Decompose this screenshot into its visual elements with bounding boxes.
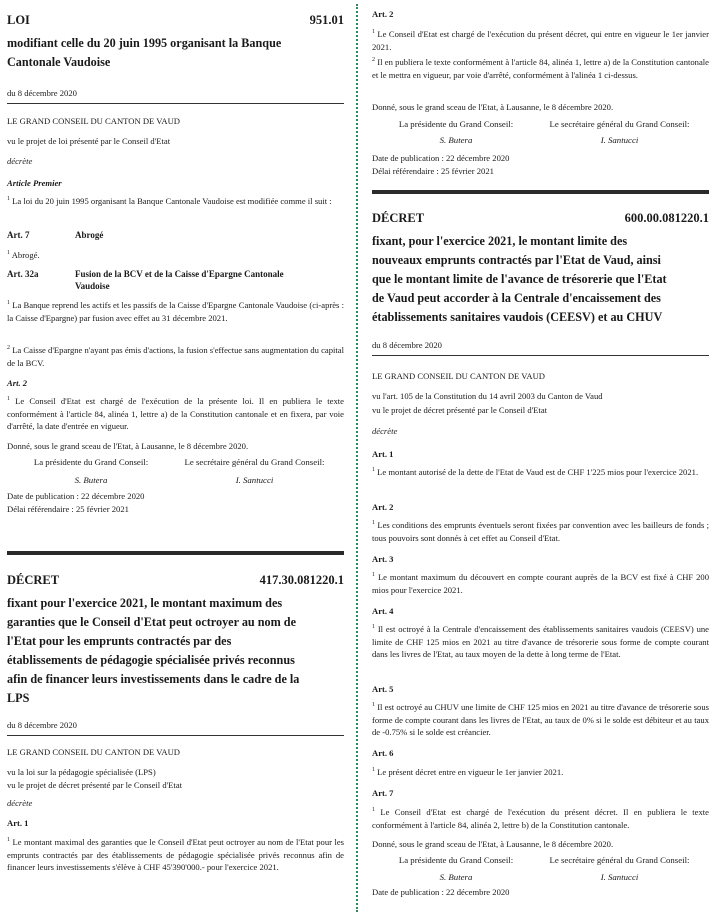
article-heading: Art. 5 bbox=[372, 684, 394, 694]
divider-line bbox=[372, 355, 709, 356]
column-divider bbox=[356, 4, 358, 912]
alinea-text: La Caisse d'Epargne n'ayant pas émis d'actions, la fusion s'effectue sans augmentation du capital de la BCV. bbox=[7, 345, 344, 368]
alinea-text: Abrogé. bbox=[11, 250, 40, 260]
decret-title-line: fixant pour l'exercice 2021, le montant maximum des bbox=[7, 596, 283, 610]
decret-header bbox=[372, 210, 709, 226]
article-heading: Art. 4 bbox=[372, 606, 394, 616]
alinea-number: 1 bbox=[372, 467, 375, 474]
article-number: Art. 7 bbox=[7, 230, 30, 240]
alinea-number: 1 bbox=[372, 624, 375, 631]
decret-title-line: de Vaud peut accorder à la Centrale d'encaissement des bbox=[372, 291, 661, 305]
decret-kind: DÉCRET bbox=[7, 573, 60, 587]
given-line: Donné, sous le grand sceau de l'Etat, à Lausanne, le 8 décembre 2020. bbox=[7, 441, 249, 451]
article-name: Fusion de la BCV et de la Caisse d'Epargne Cantonale Vaudoise bbox=[75, 269, 284, 291]
decret-title-line: que le montant limite de l'avance de trésorerie que l'Etat bbox=[372, 272, 667, 286]
intro-text: La loi du 20 juin 1995 organisant la Banque Cantonale Vaudoise est modifiée comme il suit : bbox=[12, 196, 332, 206]
alinea-number: 1 bbox=[372, 520, 375, 527]
decret-title-line: afin de financer leurs investissements dans le cadre de la bbox=[7, 672, 300, 686]
referendum-delay: Délai référendaire : 25 février 2021 bbox=[7, 504, 129, 514]
alinea-number: 1 bbox=[7, 837, 10, 844]
loi-date: du 8 décembre 2020 bbox=[7, 88, 77, 98]
president-name: S. Butera bbox=[439, 872, 473, 882]
alinea-text: Les conditions des emprunts éventuels seront fixées par convention avec les bailleurs de fonds ; tous pouvoirs sont donnés à cet effet au Conseil d'Etat. bbox=[372, 520, 709, 543]
secretary-name: I. Santucci bbox=[600, 872, 639, 882]
given-line: Donné, sous le grand sceau de l'Etat, à Lausanne, le 8 décembre 2020. bbox=[372, 839, 614, 849]
president-label: La présidente du Grand Conseil: bbox=[398, 119, 514, 129]
secretary-label: Le secrétaire général du Grand Conseil: bbox=[549, 855, 690, 865]
article-heading: Art. 2 bbox=[372, 502, 394, 512]
art32a-al2 bbox=[7, 344, 344, 369]
alinea-text: Le montant autorisé de la dette de l'Etat de Vaud est de CHF 1'225 mios pour l'exercice 2021. bbox=[377, 467, 699, 477]
decrete: décrète bbox=[372, 426, 398, 436]
art32a-al1 bbox=[7, 299, 344, 324]
decret-title-line: établissements sanitaires vaudois (CEESV) et au CHUV bbox=[372, 310, 663, 324]
article-text bbox=[372, 701, 709, 739]
article-heading: Art. 3 bbox=[372, 554, 394, 564]
intro-paragraph bbox=[7, 195, 344, 208]
alinea-text: Il est octroyé à la Centrale d'encaissement des établissements sanitaires vaudois (CEESV) une limite de CHF 125 mios en 2021 au titre d'avance de trésorerie sous forme de compte courant dans les livres de l'Etat, au taux moyen de la dette à long terme de l'Etat. bbox=[372, 624, 709, 660]
referendum-delay: Délai référendaire : 25 février 2021 bbox=[372, 166, 494, 176]
visa: vu l'art. 105 de la Constitution du 14 avril 2003 du Canton de Vaud bbox=[372, 391, 603, 401]
alinea-text: Le présent décret entre en vigueur le 1er janvier 2021. bbox=[377, 767, 564, 777]
council-heading: LE GRAND CONSEIL DU CANTON DE VAUD bbox=[7, 747, 180, 757]
divider-line bbox=[7, 103, 344, 104]
art2-al1 bbox=[372, 28, 709, 53]
article-heading: Art. 1 bbox=[372, 449, 394, 459]
divider-line bbox=[7, 735, 344, 736]
alinea-number: 2 bbox=[372, 57, 375, 64]
decrete: décrète bbox=[7, 798, 33, 808]
decret-title-line: nouveaux emprunts contractés par l'Etat de Vaud, ainsi bbox=[372, 253, 661, 267]
publication-date: Date de publication : 22 décembre 2020 bbox=[372, 153, 510, 163]
decret-header bbox=[7, 572, 344, 588]
alinea-number: 2 bbox=[7, 345, 10, 352]
article-text bbox=[372, 519, 709, 544]
loi-kind: LOI bbox=[7, 13, 30, 27]
article-text bbox=[372, 806, 709, 831]
publication-date: Date de publication : 22 décembre 2020 bbox=[7, 491, 145, 501]
decrete: décrète bbox=[7, 156, 33, 166]
president-name: S. Butera bbox=[439, 135, 473, 145]
alinea-number: 1 bbox=[372, 572, 375, 579]
decret-title bbox=[372, 232, 709, 327]
article-heading: Art. 7 bbox=[372, 788, 394, 798]
publication-date: Date de publication : 22 décembre 2020 bbox=[372, 887, 510, 897]
decret-kind: DÉCRET bbox=[372, 211, 425, 225]
section-separator bbox=[372, 190, 709, 194]
decret-title-line: fixant, pour l'exercice 2021, le montant limite des bbox=[372, 234, 628, 248]
decret-number: 600.00.081220.1 bbox=[624, 211, 709, 225]
alinea-text: La Banque reprend les actifs et les passifs de la Caisse d'Epargne Cantonale Vaudoise (ci-après : la Caisse d'Epargne) par fusion avec effet au 31 décembre 2021. bbox=[7, 300, 344, 323]
given-line: Donné, sous le grand sceau de l'Etat, à Lausanne, le 8 décembre 2020. bbox=[372, 102, 614, 112]
secretary-name: I. Santucci bbox=[235, 475, 274, 485]
visa: vu le projet de décret présenté par le Conseil d'Etat bbox=[372, 405, 548, 415]
decret-title-line: garanties que le Conseil d'Etat peut octroyer au nom de bbox=[7, 615, 296, 629]
alinea-number: 1 bbox=[372, 702, 375, 709]
alinea-number: 1 bbox=[7, 196, 10, 203]
alinea-text: Le Conseil d'Etat est chargé de l'exécution du présent décret, qui entre en vigueur le 1er janvier 2021. bbox=[372, 29, 709, 52]
article-text bbox=[372, 766, 709, 779]
alinea-number: 1 bbox=[7, 300, 10, 307]
art2-heading: Art. 2 bbox=[372, 9, 394, 19]
article-name: Abrogé bbox=[75, 230, 104, 240]
decret-date: du 8 décembre 2020 bbox=[7, 720, 77, 730]
alinea-text: Le montant maximal des garanties que le Conseil d'Etat peut octroyer au nom de l'Etat pour les emprunts contractés par des établissements de pédagogie spécialisée privés reconnus afin de financer leurs investissements s'élève à CHF 45'390'000.- pour l'exercice 2021. bbox=[7, 837, 344, 873]
council-heading: LE GRAND CONSEIL DU CANTON DE VAUD bbox=[7, 116, 180, 126]
article-premier: Article Premier bbox=[7, 178, 62, 188]
visa: vu la loi sur la pédagogie spécialisée (LPS) bbox=[7, 767, 156, 777]
alinea-number: 1 bbox=[372, 767, 375, 774]
visa: vu le projet de décret présenté par le Conseil d'Etat bbox=[7, 780, 183, 790]
article-text bbox=[372, 623, 709, 661]
alinea-text: Le Conseil d'Etat est chargé de l'exécution de la présente loi. Il en publiera le texte conformément à l'article 84, alinéa 1, lettre a) de la Constitution cantonale et en fixera, par voie d'arrêté, la date d'entrée en vigueur. bbox=[7, 396, 344, 432]
art2-al2 bbox=[372, 56, 709, 81]
art1-heading: Art. 1 bbox=[7, 818, 29, 828]
decret-title-line: établissements de pédagogie spécialisée privés reconnus bbox=[7, 653, 295, 667]
loi-header bbox=[7, 12, 344, 28]
art2-text bbox=[7, 395, 344, 433]
article-heading: Art. 6 bbox=[372, 748, 394, 758]
alinea-number: 1 bbox=[7, 396, 10, 403]
visa: vu le projet de loi présenté par le Conseil d'Etat bbox=[7, 136, 171, 146]
alinea-number: 1 bbox=[7, 250, 10, 257]
loi-number: 951.01 bbox=[309, 13, 344, 27]
council-heading: LE GRAND CONSEIL DU CANTON DE VAUD bbox=[372, 371, 545, 381]
alinea-text: Le montant maximum du découvert en compte courant auprès de la BCV est fixé à CHF 200 mios pour l'exercice 2021. bbox=[372, 572, 710, 595]
section-separator bbox=[7, 551, 344, 555]
decret-title-line: l'Etat pour les emprunts contractés par des bbox=[7, 634, 232, 648]
president-label: La présidente du Grand Conseil: bbox=[33, 457, 149, 467]
art7-text bbox=[7, 249, 344, 262]
decret-date: du 8 décembre 2020 bbox=[372, 340, 442, 350]
president-name: S. Butera bbox=[74, 475, 108, 485]
secretary-label: Le secrétaire général du Grand Conseil: bbox=[184, 457, 325, 467]
decret-number: 417.30.081220.1 bbox=[259, 573, 344, 587]
secretary-name: I. Santucci bbox=[600, 135, 639, 145]
article-number: Art. 32a bbox=[7, 269, 39, 279]
loi-title-line: modifiant celle du 20 juin 1995 organisant la Banque bbox=[7, 36, 282, 50]
art2-heading: Art. 2 bbox=[7, 378, 28, 388]
article-text bbox=[372, 466, 709, 479]
secretary-label: Le secrétaire général du Grand Conseil: bbox=[549, 119, 690, 129]
alinea-text: Le Conseil d'Etat est chargé de l'exécution du présent décret. Il en publiera le texte conformément à l'article 84, alinéa 2, lettre b) de la Constitution cantonale. bbox=[372, 807, 709, 830]
article-text bbox=[372, 571, 709, 596]
decret-title-line: LPS bbox=[7, 691, 30, 705]
art1-text bbox=[7, 836, 344, 874]
alinea-text: Il est octroyé au CHUV une limite de CHF 125 mios en 2021 au titre d'avance de trésorerie sous forme de compte courant dans les livres de l'Etat, au taux de 0% si le solde est débiteur et au taux de -0.75% si le solde est créancier. bbox=[372, 702, 709, 738]
president-label: La présidente du Grand Conseil: bbox=[398, 855, 514, 865]
alinea-number: 1 bbox=[372, 807, 375, 814]
alinea-number: 1 bbox=[372, 29, 375, 36]
loi-title bbox=[7, 34, 344, 72]
decret-title bbox=[7, 594, 344, 708]
loi-title-line: Cantonale Vaudoise bbox=[7, 55, 111, 69]
alinea-text: Il en publiera le texte conformément à l'article 84, alinéa 1, lettre a) de la Constitution cantonale et le mettra en vigueur, par voie d'arrêté, conformément à l'alinéa 1 ci-dessus. bbox=[372, 57, 709, 80]
